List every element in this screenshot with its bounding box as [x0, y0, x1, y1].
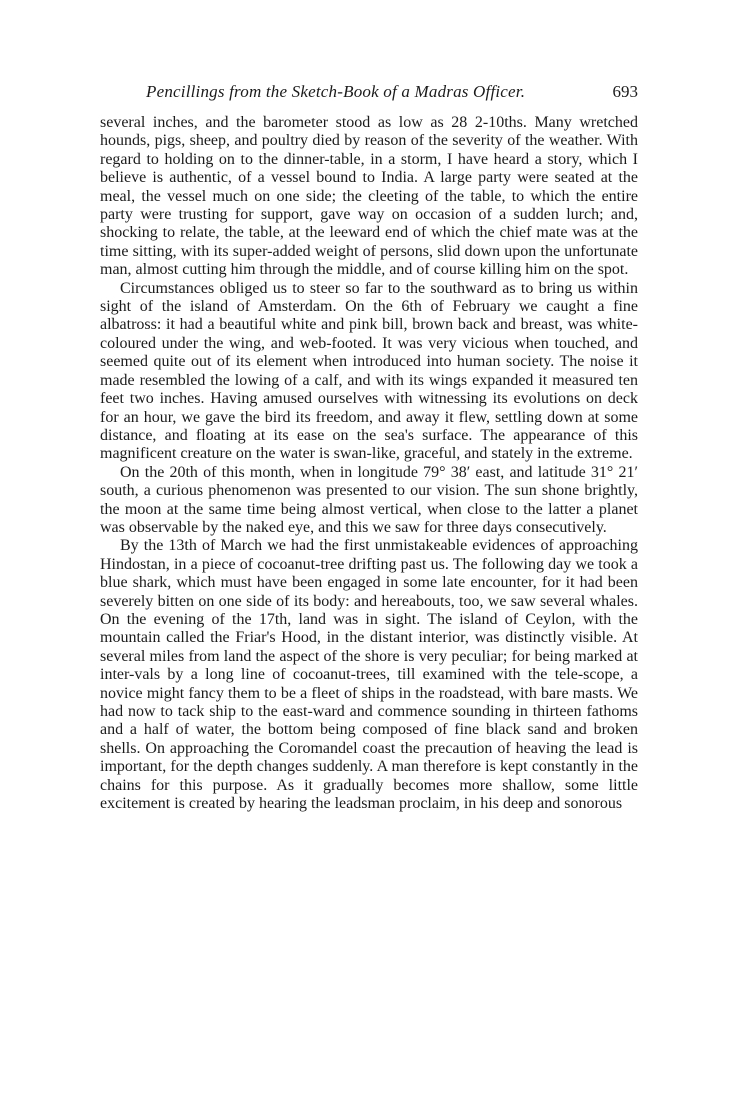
paragraph-phenomenon: On the 20th of this month, when in longitude 79° 38′ east, and latitude 31° 21′ south, a curious phenomenon was presented to our vision. The sun shone brightly, the moon at the same time being almost vertical, when close to the latter a planet was observable by the naked eye, and this we saw for three days consecutively. [100, 463, 638, 536]
body-text [100, 114, 638, 813]
page-number: 693 [612, 82, 638, 101]
paragraph-continued: several inches, and the barometer stood as low as 28 2-10ths. Many wretched hounds, pigs, sheep, and poultry died by reason of the severity of the weather. With regard to holding on to the dinner-table, in a storm, I have heard a story, which I believe is authentic, of a vessel bound to India. A large party were seated at the meal, the vessel much on one side; the cleeting of the table, to which the entire party were trusting for support, gave way on occasion of a sudden lurch; and, shocking to relate, the table, at the leeward end of which the chief mate was at the time sitting, with its super-added weight of persons, slid down upon the unfortunate man, almost cutting him through the middle, and of course killing him on the spot. [100, 114, 638, 279]
paragraph-hindostan: By the 13th of March we had the first unmistakeable evidences of approaching Hindostan, in a piece of cocoanut-tree drifting past us. The following day we took a blue shark, which must have been engaged in some late encounter, for it had been severely bitten on one side of its body: and hereabouts, too, we saw several whales. On the evening of the 17th, land was in sight. The island of Ceylon, with the mountain called the Friar's Hood, in the distant interior, was distinctly visible. At several miles from land the aspect of the shore is very peculiar; for being marked at inter-vals by a long line of cocoanut-trees, till examined with the tele-scope, a novice might fancy them to be a fleet of ships in the roadstead, with bare masts. We had now to tack ship to the east-ward and commence sounding in thirteen fathoms and a half of water, the bottom being composed of fine black sand and broken shells. On approaching the Coromandel coast the precaution of heaving the lead is important, for the depth changes suddenly. A man therefore is kept constantly in the chains for this purpose. As it gradually becomes more shallow, some little excitement is created by hearing the leadsman proclaim, in his deep and sonorous [100, 537, 638, 813]
paragraph-albatross: Circumstances obliged us to steer so far to the southward as to bring us within sight of the island of Amsterdam. On the 6th of February we caught a fine albatross: it had a beautiful white and pink bill, brown back and breast, was white-coloured under the wing, and web-footed. It was very vicious when touched, and seemed quite out of its element when introduced into human society. The noise it made resembled the lowing of a calf, and with its wings expanded it measured ten feet two inches. Having amused ourselves with witnessing its evolutions on deck for an hour, we gave the bird its freedom, and away it flew, settling down at some distance, and floating at its ease on the sea's surface. The appearance of this magnificent creature on the water is swan-like, graceful, and stately in the extreme. [100, 279, 638, 463]
running-title: Pencillings from the Sketch-Book of a Madras Officer. [146, 82, 526, 101]
book-page [100, 82, 638, 813]
running-head [100, 82, 638, 108]
